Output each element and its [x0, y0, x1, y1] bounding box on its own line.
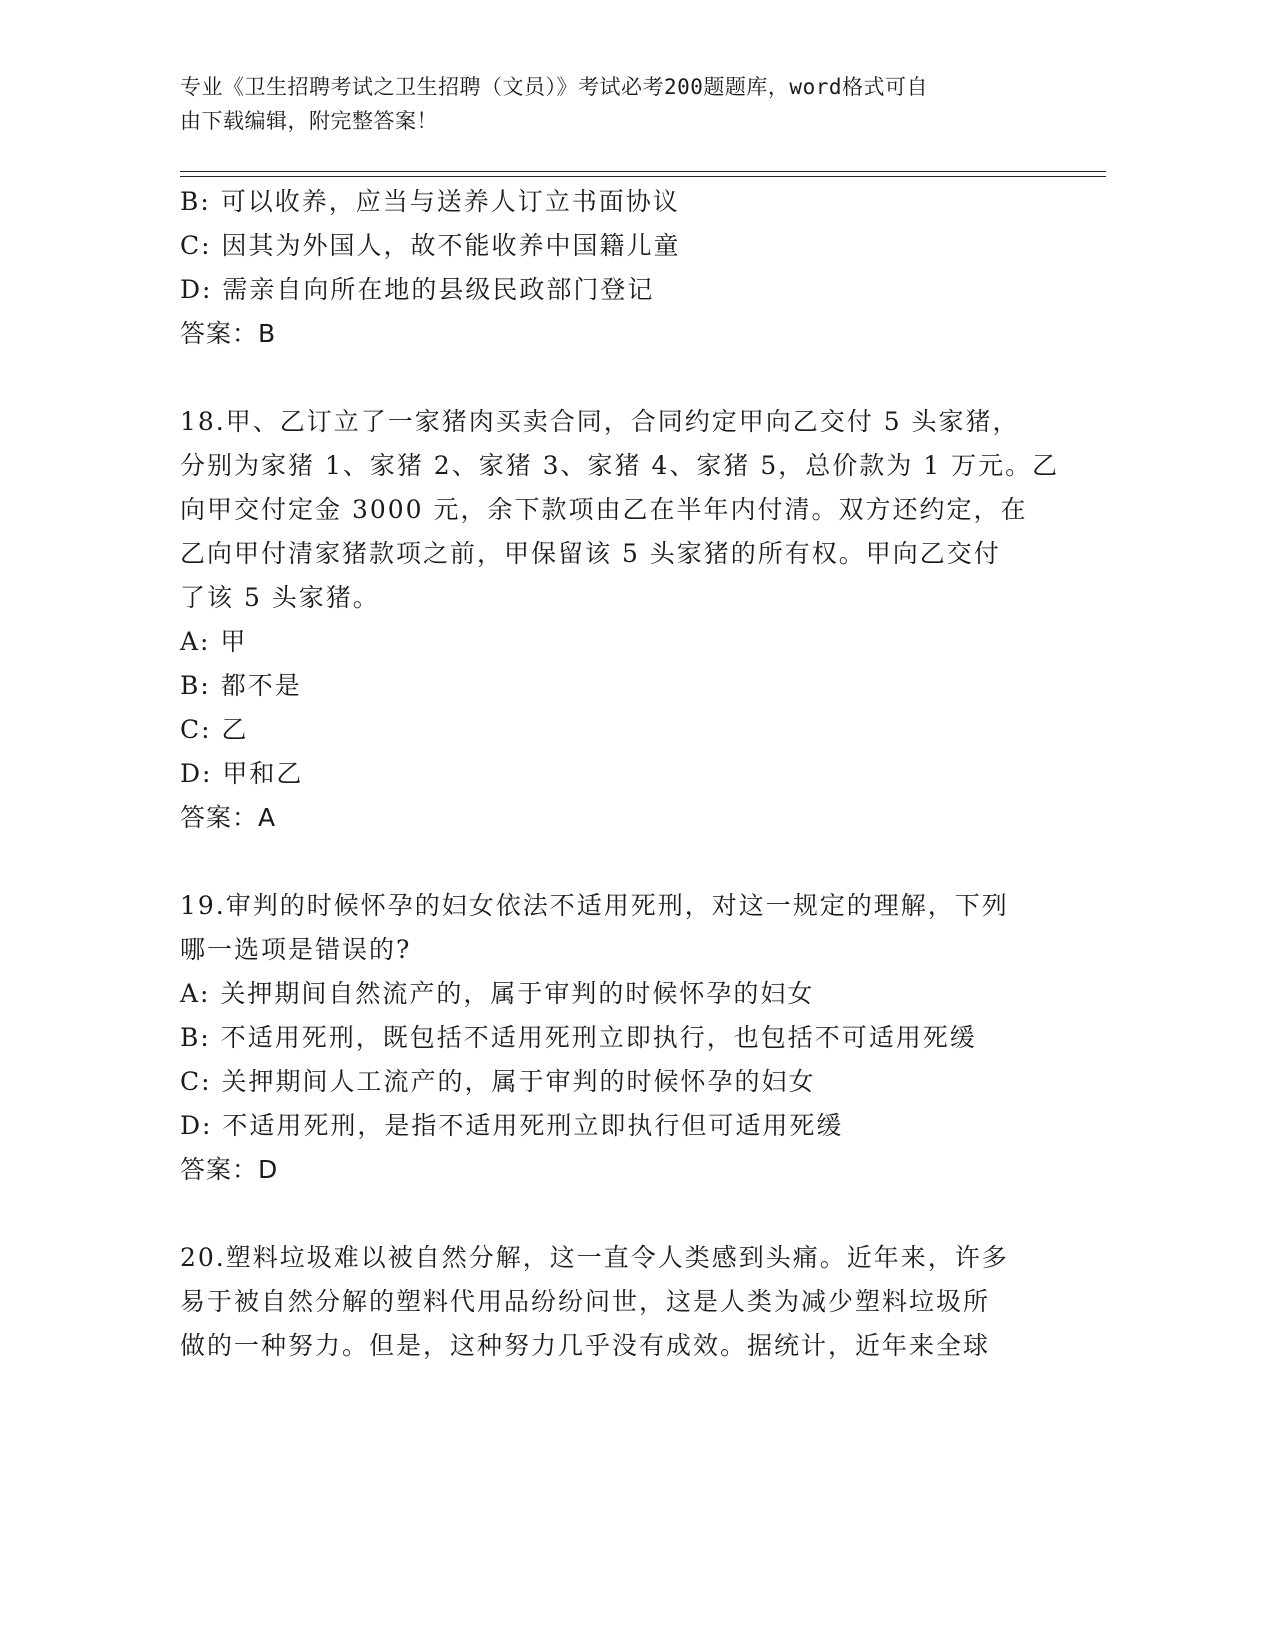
question-20 — [180, 1236, 1060, 1368]
question-stem-line: 易于被自然分解的塑料代用品纷纷问世，这是人类为减少塑料垃圾所 — [180, 1287, 991, 1316]
question-19 — [180, 884, 1060, 1192]
header-rule-top — [180, 171, 1106, 172]
question-18 — [180, 400, 1060, 840]
header-line-1: 专业《卫生招聘考试之卫生招聘（文员）》考试必考200题题库，word格式可自 — [180, 75, 928, 99]
answer-line: 答案：D — [180, 1155, 279, 1184]
question-stem-line: 做的一种努力。但是，这种努力几乎没有成效。据统计，近年来全球 — [180, 1331, 991, 1360]
option-b: B: 不适用死刑，既包括不适用死刑立即执行，也包括不可适用死缓 — [180, 1023, 977, 1052]
option-c: C: 因其为外国人，故不能收养中国籍儿童 — [180, 231, 681, 260]
question-stem-line: 向甲交付定金 3000 元，余下款项由乙在半年内付清。双方还约定，在 — [180, 495, 1028, 524]
option-a: A: 甲 — [180, 627, 248, 656]
document-header — [180, 70, 1040, 138]
question-stem-line: 18.甲、乙订立了一家猪肉买卖合同，合同约定甲向乙交付 5 头家猪， — [180, 407, 1020, 436]
option-d: D: 需亲自向所在地的县级民政部门登记 — [180, 275, 655, 304]
question-stem-line: 20.塑料垃圾难以被自然分解，这一直令人类感到头痛。近年来，许多 — [180, 1243, 1009, 1272]
question-stem-line: 19.审判的时候怀孕的妇女依法不适用死刑，对这一规定的理解，下列 — [180, 891, 1009, 920]
header-line-2: 由下载编辑，附完整答案！ — [180, 109, 438, 133]
question-17 — [180, 180, 1060, 356]
answer-line: 答案：B — [180, 319, 277, 348]
option-d: D: 不适用死刑，是指不适用死刑立即执行但可适用死缓 — [180, 1111, 844, 1140]
option-a: A: 关押期间自然流产的，属于审判的时候怀孕的妇女 — [180, 979, 815, 1008]
option-b: B: 可以收养，应当与送养人订立书面协议 — [180, 187, 680, 216]
option-b: B: 都不是 — [180, 671, 302, 700]
option-c: C: 乙 — [180, 715, 249, 744]
question-stem-line: 乙向甲付清家猪款项之前，甲保留该 5 头家猪的所有权。甲向乙交付 — [180, 539, 1001, 568]
option-c: C: 关押期间人工流产的，属于审判的时候怀孕的妇女 — [180, 1067, 816, 1096]
question-stem-line: 哪一选项是错误的? — [180, 935, 412, 964]
question-stem-line: 了该 5 头家猪。 — [180, 583, 380, 612]
header-rule-bottom — [180, 176, 1106, 177]
option-d: D: 甲和乙 — [180, 759, 304, 788]
question-stem-line: 分别为家猪 1、家猪 2、家猪 3、家猪 4、家猪 5，总价款为 1 万元。乙 — [180, 451, 1060, 480]
answer-line: 答案：A — [180, 803, 277, 832]
question-content — [180, 180, 1060, 1368]
